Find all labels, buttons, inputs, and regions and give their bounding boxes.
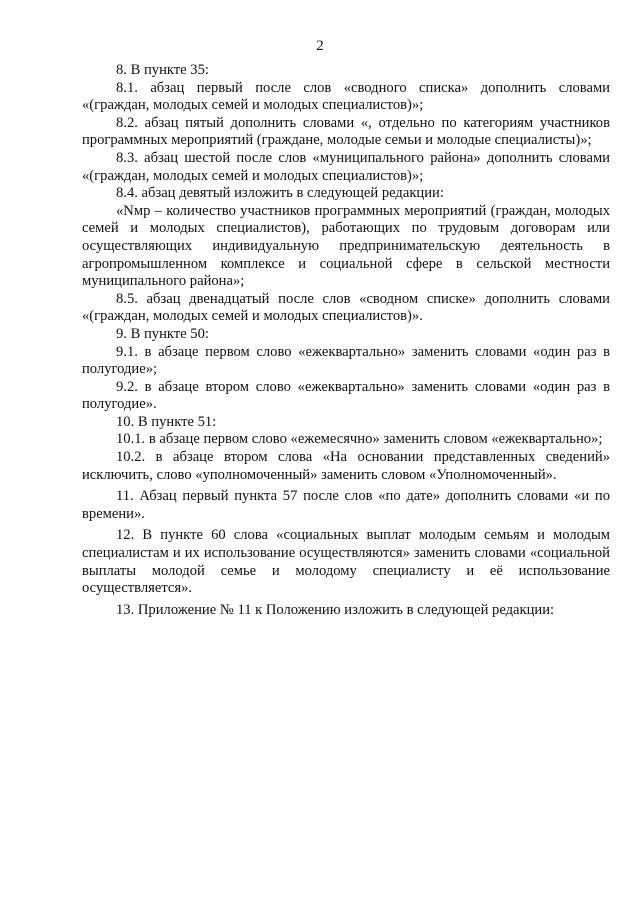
paragraph-11: 11. Абзац первый пункта 57 после слов «по дате» дополнить словами «и по времени». [82,488,610,522]
paragraph-10: 10. В пункте 51: [116,413,217,430]
paragraph-8-2: 8.2. абзац пятый дополнить словами «, отдельно по категориям участников программных мероприятий (граждане, молодые семьи и молодые специалисты)»; [82,114,610,149]
paragraph-8-5: 8.5. абзац двенадцатый после слов «сводном списке» дополнить словами «(граждан, молодых семей и молодых специалистов)». [82,290,610,325]
paragraph-8-1: 8.1. абзац первый после слов «сводного списка» дополнить словами «(граждан, молодых семей и молодых специалистов)»; [82,79,610,114]
document-body [82,62,610,619]
paragraph-9: 9. В пункте 50: [116,325,209,342]
paragraph-8-3: 8.3. абзац шестой после слов «муниципального района» дополнить словами «(граждан, молодых семей и молодых специалистов)»; [82,149,610,184]
paragraph-10-2: 10.2. в абзаце втором слова «На основании представленных сведений» исключить, слово «уполномоченный» заменить словом «Уполномоченный». [82,449,610,483]
paragraph-13: 13. Приложение № 11 к Положению изложить в следующей редакции: [116,601,555,618]
paragraph-9-2: 9.2. в абзаце втором слово «ежеквартально» заменить словами «один раз в полугодие». [82,378,610,413]
paragraph-8: 8. В пункте 35: [116,62,209,78]
paragraph-8-4-quote: «Nмр – количество участников программных мероприятий (граждан, молодых семей и молодых специалистов), работающих по трудовым договорам или осуществляющих индивидуальную предпринимательскую деятельность в агропромышленном комплексе и социальной сфере в сельской местности муниципального района»; [82,202,610,290]
paragraph-8-4: 8.4. абзац девятый изложить в следующей редакции: [116,185,444,202]
paragraph-9-1: 9.1. в абзаце первом слово «ежеквартально» заменить словами «один раз в полугодие»; [82,343,610,378]
paragraph-12: 12. В пункте 60 слова «социальных выплат молодым семьям и молодым специалистам и их использование осуществляются» заменить словами «социальной выплаты молодой семье и молодому специалисту и её использование осуществляется». [82,527,610,597]
paragraph-10-1: 10.1. в абзаце первом слово «ежемесячно» заменить словом «ежеквартально»; [116,431,603,448]
page-number: 2 [316,38,324,54]
